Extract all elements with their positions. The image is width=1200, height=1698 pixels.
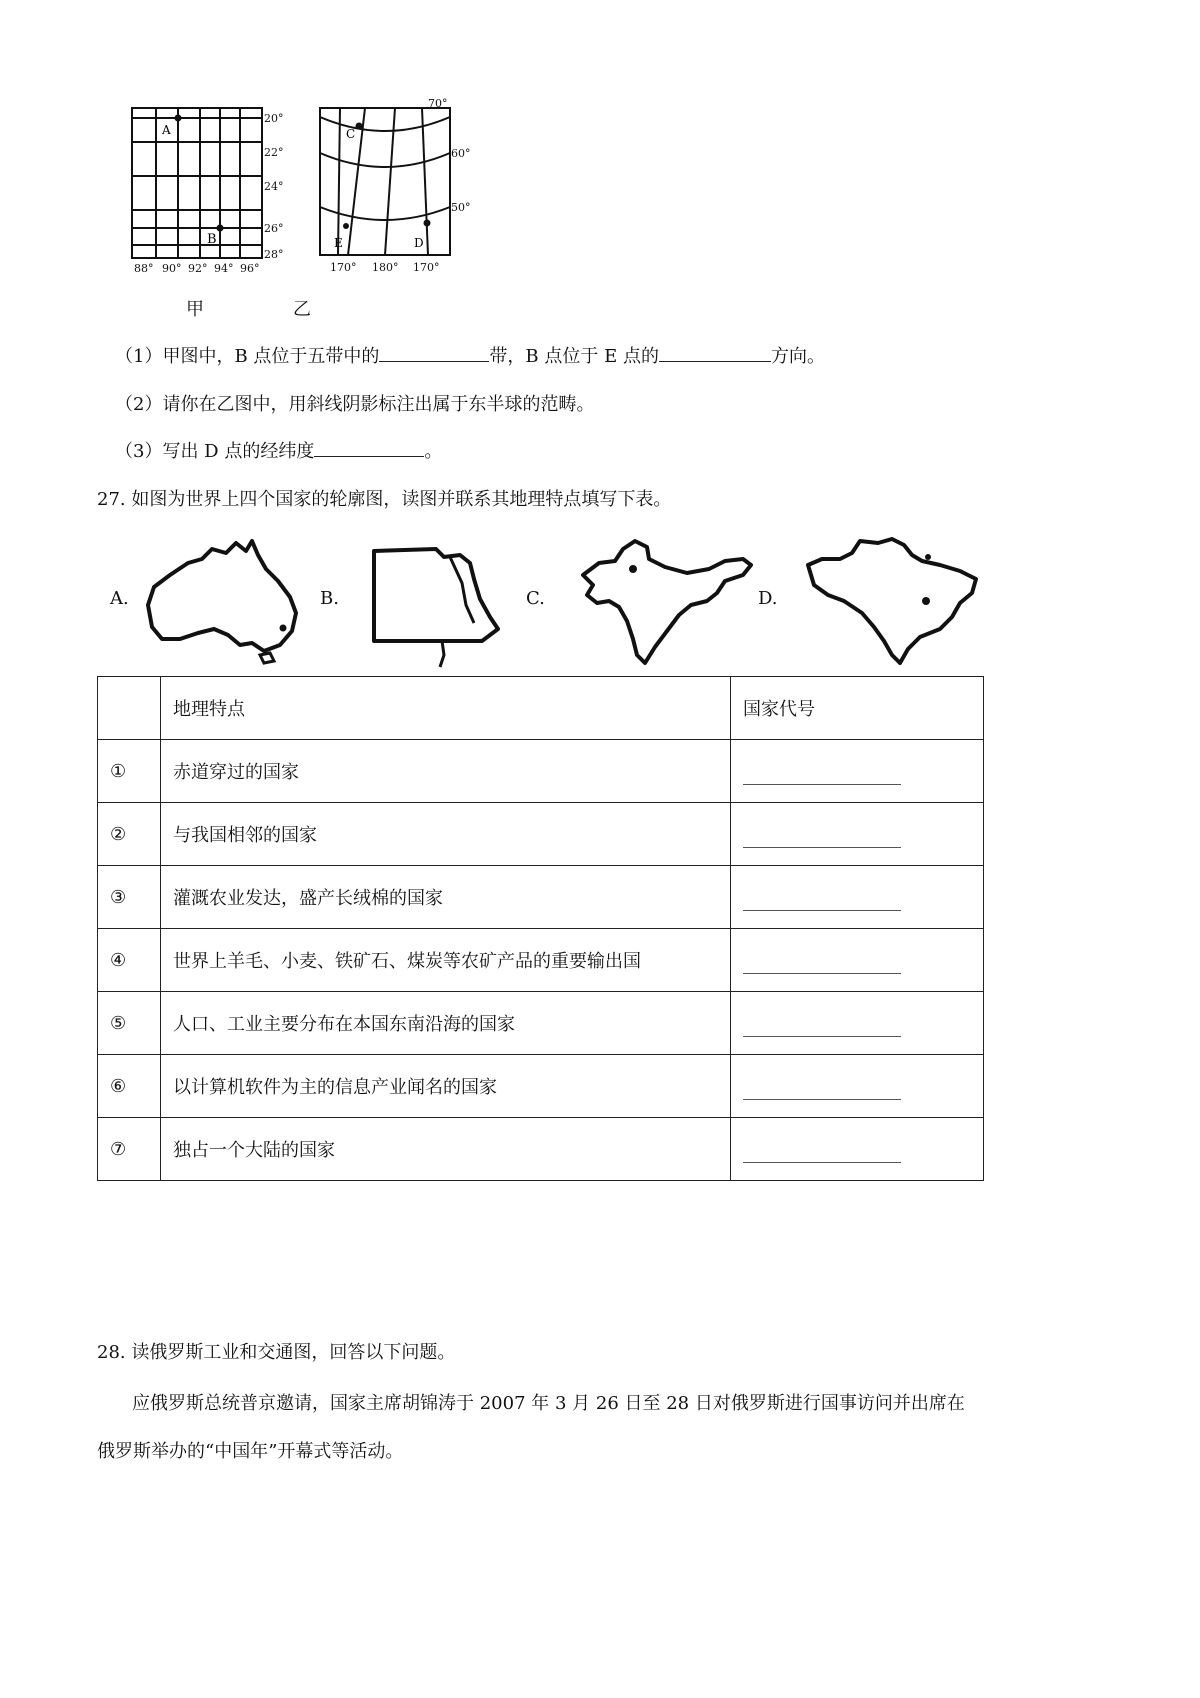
point-e-label: E bbox=[334, 236, 343, 250]
q28-stem: 28. 读俄罗斯工业和交通图，回答以下问题。 bbox=[97, 1342, 456, 1363]
row-feature: 世界上羊毛、小麦、铁矿石、煤炭等农矿产品的重要输出国 bbox=[161, 929, 731, 992]
row-answer-cell[interactable] bbox=[731, 866, 984, 929]
row-feature: 灌溉农业发达，盛产长绒棉的国家 bbox=[161, 866, 731, 929]
header-feature: 地理特点 bbox=[161, 677, 731, 740]
row-answer-cell[interactable] bbox=[731, 1118, 984, 1181]
map-jia bbox=[120, 100, 295, 275]
lat-label: 26° bbox=[264, 222, 284, 235]
lat-label: 22° bbox=[264, 146, 284, 159]
row-answer-cell[interactable] bbox=[731, 992, 984, 1055]
answer-blank[interactable] bbox=[743, 973, 901, 974]
outline-india-icon bbox=[575, 535, 760, 670]
q28-para-line1: 应俄罗斯总统普京邀请，国家主席胡锦涛于 2007 年 3 月 26 日至 28 日对俄罗斯进行国事访问并出席在 bbox=[132, 1393, 965, 1414]
point-a-label: A bbox=[162, 123, 171, 137]
row-answer-cell[interactable] bbox=[731, 1055, 984, 1118]
lat-label: 70° bbox=[428, 97, 448, 110]
country-label-a: A. bbox=[110, 588, 129, 609]
lat-label: 60° bbox=[451, 147, 471, 160]
row-num: ⑦ bbox=[98, 1118, 161, 1181]
header-num-cell bbox=[98, 677, 161, 740]
table-header-row bbox=[98, 677, 984, 740]
lon-label: 170° bbox=[330, 261, 357, 274]
q26-part3: （3）写出 D 点的经纬度 。 bbox=[115, 441, 443, 462]
lon-label: 180° bbox=[372, 261, 399, 274]
table-row bbox=[98, 740, 984, 803]
map-yi bbox=[310, 95, 485, 275]
outline-egypt-icon bbox=[370, 543, 510, 673]
row-num: ① bbox=[98, 740, 161, 803]
lon-label: 170° bbox=[413, 261, 440, 274]
row-answer-cell[interactable] bbox=[731, 803, 984, 866]
country-label-c: C. bbox=[526, 588, 545, 609]
q27-stem: 27. 如图为世界上四个国家的轮廓图，读图并联系其地理特点填写下表。 bbox=[97, 489, 672, 510]
table-row bbox=[98, 1118, 984, 1181]
answer-blank[interactable] bbox=[743, 1162, 901, 1163]
lon-label: 88° bbox=[134, 262, 154, 275]
lon-label: 96° bbox=[240, 262, 260, 275]
row-feature: 独占一个大陆的国家 bbox=[161, 1118, 731, 1181]
point-d-label: D bbox=[414, 236, 424, 250]
lon-label: 92° bbox=[188, 262, 208, 275]
country-label-d: D. bbox=[758, 588, 778, 609]
answer-blank[interactable] bbox=[314, 455, 424, 457]
row-feature: 赤道穿过的国家 bbox=[161, 740, 731, 803]
point-a bbox=[175, 115, 182, 122]
lon-label: 90° bbox=[162, 262, 182, 275]
row-feature: 以计算机软件为主的信息产业闻名的国家 bbox=[161, 1055, 731, 1118]
answer-blank[interactable] bbox=[743, 1036, 901, 1037]
lat-label: 28° bbox=[264, 248, 284, 261]
row-feature: 人口、工业主要分布在本国东南沿海的国家 bbox=[161, 992, 731, 1055]
row-num: ③ bbox=[98, 866, 161, 929]
row-num: ⑤ bbox=[98, 992, 161, 1055]
answer-blank[interactable] bbox=[379, 360, 489, 362]
caption-yi: 乙 bbox=[293, 299, 311, 320]
point-c bbox=[356, 123, 363, 130]
point-c-label: C bbox=[346, 127, 356, 141]
lat-label: 50° bbox=[451, 201, 471, 214]
point-e bbox=[343, 223, 349, 229]
row-num: ⑥ bbox=[98, 1055, 161, 1118]
answer-blank[interactable] bbox=[743, 784, 901, 785]
answer-blank[interactable] bbox=[743, 847, 901, 848]
answer-blank[interactable] bbox=[743, 1099, 901, 1100]
point-b bbox=[217, 225, 224, 232]
row-answer-cell[interactable] bbox=[731, 740, 984, 803]
table-row bbox=[98, 929, 984, 992]
lat-label: 20° bbox=[264, 112, 284, 125]
table-row bbox=[98, 803, 984, 866]
q28-para-line2: 俄罗斯举办的“中国年”开幕式等活动。 bbox=[97, 1441, 404, 1462]
answer-blank[interactable] bbox=[743, 910, 901, 911]
table-row bbox=[98, 1055, 984, 1118]
header-code: 国家代号 bbox=[731, 677, 984, 740]
lon-label: 94° bbox=[214, 262, 234, 275]
point-d bbox=[424, 220, 431, 227]
q26-part2: （2）请你在乙图中，用斜线阴影标注出属于东半球的范畴。 bbox=[115, 394, 595, 415]
q28-paragraph bbox=[97, 1380, 1097, 1476]
row-num: ② bbox=[98, 803, 161, 866]
lat-label: 24° bbox=[264, 180, 284, 193]
row-num: ④ bbox=[98, 929, 161, 992]
table-row bbox=[98, 992, 984, 1055]
answer-blank[interactable] bbox=[659, 360, 771, 362]
point-b-label: B bbox=[207, 232, 217, 247]
row-feature: 与我国相邻的国家 bbox=[161, 803, 731, 866]
q27-table bbox=[97, 676, 984, 1181]
outline-brazil-icon bbox=[800, 535, 985, 670]
row-answer-cell[interactable] bbox=[731, 929, 984, 992]
country-label-b: B. bbox=[320, 588, 339, 609]
table-row bbox=[98, 866, 984, 929]
outline-australia-icon bbox=[140, 535, 305, 665]
caption-jia: 甲 bbox=[186, 299, 204, 320]
q26-part1: （1）甲图中，B 点位于五带中的 带，B 点位于 E 点的 方向。 bbox=[115, 346, 825, 367]
